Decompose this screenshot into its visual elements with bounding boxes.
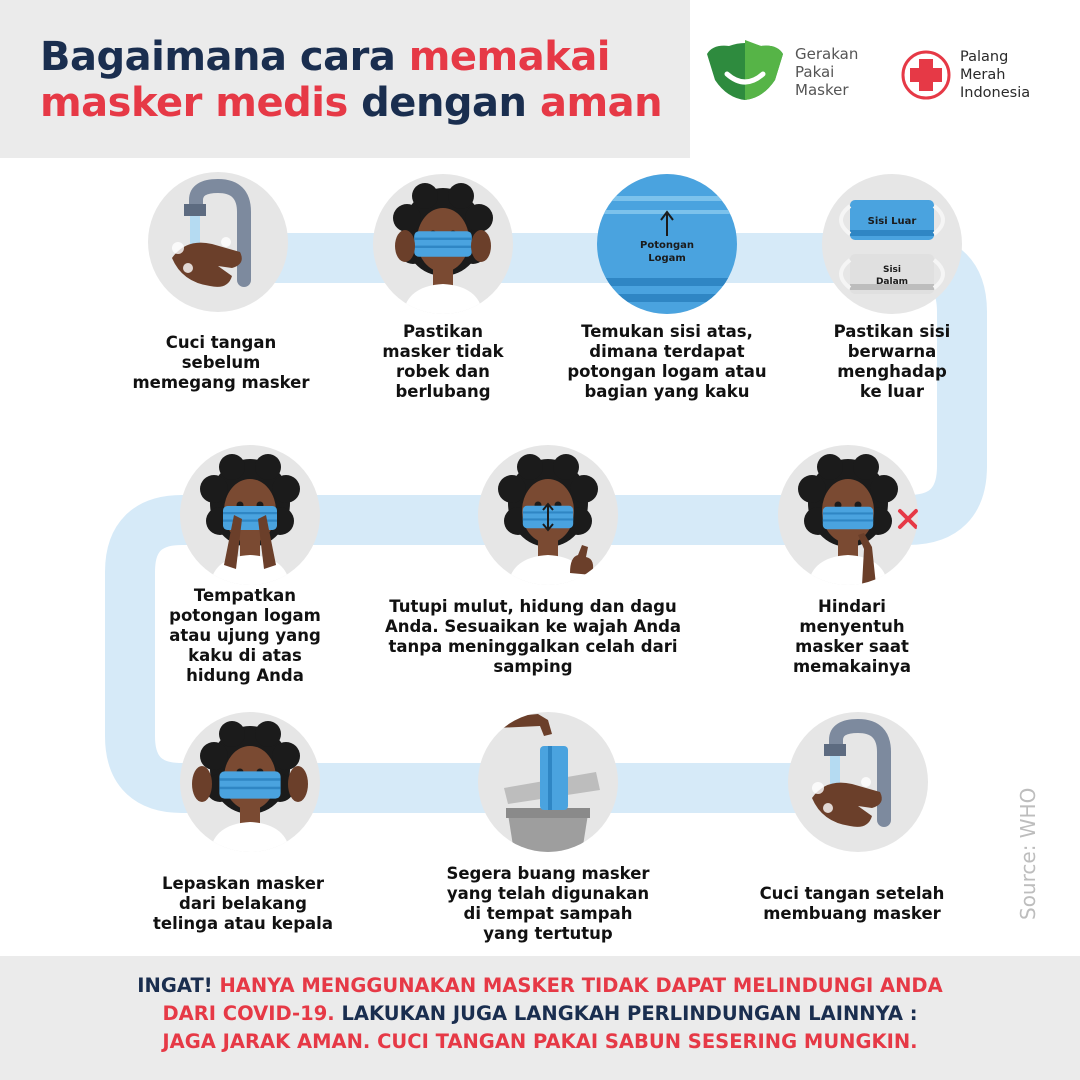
step-10-image bbox=[788, 712, 928, 852]
red-x-icon bbox=[900, 511, 916, 527]
step-2-caption: Pastikan masker tidak robek dan berlubang bbox=[382, 322, 504, 401]
mask-sides-icon bbox=[822, 174, 962, 314]
footer-bar bbox=[0, 956, 1080, 1080]
inner-side-label-2: Dalam bbox=[875, 277, 909, 287]
step-1-caption: Cuci tangan sebelum memegang masker bbox=[132, 333, 310, 392]
logo-text-line: Merah bbox=[960, 67, 1006, 83]
step-4-image bbox=[822, 174, 962, 314]
step-4-caption: Pastikan sisi berwarna menghadap ke luar bbox=[833, 322, 951, 401]
step-8-image bbox=[180, 712, 320, 852]
footer-text-highlight: JAGA JARAK AMAN. CUCI TANGAN PAKAI SABUN SESERING MUNGKIN. bbox=[162, 1030, 918, 1053]
step-7-image bbox=[778, 445, 918, 585]
title-part: dengan bbox=[347, 80, 540, 126]
step-7-caption: Hindari menyentuh masker saat memakainya bbox=[792, 597, 912, 676]
logo-text-line: Gerakan bbox=[795, 45, 859, 63]
logo-text-line: Masker bbox=[795, 81, 849, 99]
step-6-caption: Tutupi mulut, hidung dan dagu Anda. Sesuaikan ke wajah Anda tanpa meninggalkan celah dari samping bbox=[384, 597, 682, 676]
footer-text-part: LAKUKAN JUGA LANGKAH PERLINDUNGAN LAINNYA : bbox=[341, 1002, 918, 1025]
footer-message bbox=[30, 972, 1050, 1056]
pinch-nose-icon bbox=[180, 445, 320, 585]
inner-side-label-1: Sisi bbox=[882, 265, 902, 275]
title-part: Bagaimana cara bbox=[40, 34, 409, 80]
inspect-mask-icon bbox=[373, 174, 513, 314]
logo-text-line: Pakai bbox=[795, 63, 835, 81]
metal-strip-icon bbox=[597, 174, 737, 314]
step-2-image bbox=[373, 174, 513, 314]
title-part-highlight: memakai bbox=[408, 34, 611, 80]
step-6-image bbox=[478, 445, 618, 585]
step-5-image bbox=[180, 445, 320, 585]
source-label: Source: WHO bbox=[1016, 787, 1040, 920]
cover-face-icon bbox=[478, 445, 618, 585]
logo-text-line: Palang bbox=[960, 49, 1009, 65]
metal-strip-label-2: Logam bbox=[648, 253, 686, 264]
step-5-caption: Tempatkan potongan logam atau ujung yang kaku di atas hidung Anda bbox=[169, 586, 321, 685]
trash-bin-icon bbox=[478, 712, 618, 852]
hand-washing-icon bbox=[788, 712, 928, 852]
title-part-highlight: masker medis bbox=[40, 80, 348, 126]
no-touch-icon bbox=[778, 445, 918, 585]
title-part-highlight: aman bbox=[539, 80, 663, 126]
step-9-caption: Segera buang masker yang telah digunakan di tempat sampah yang tertutup bbox=[446, 864, 650, 943]
footer-text-highlight: HANYA MENGGUNAKAN MASKER TIDAK DAPAT MELINDUNGI ANDA bbox=[219, 974, 943, 997]
step-10-caption: Cuci tangan setelah membuang masker bbox=[759, 884, 945, 923]
step-3-caption: Temukan sisi atas, dimana terdapat potongan logam atau bagian yang kaku bbox=[567, 322, 767, 401]
step-9-image bbox=[478, 712, 618, 852]
metal-strip-label-1: Potongan bbox=[640, 240, 694, 251]
footer-text-part: INGAT! bbox=[137, 974, 220, 997]
step-1-image bbox=[148, 172, 288, 312]
footer-text-highlight: DARI COVID-19. bbox=[162, 1002, 342, 1025]
step-8-caption: Lepaskan masker dari belakang telinga atau kepala bbox=[153, 874, 333, 933]
outer-side-label: Sisi Luar bbox=[867, 216, 917, 227]
logo-text-line: Indonesia bbox=[960, 85, 1031, 101]
hand-washing-icon bbox=[148, 172, 288, 312]
step-3-image bbox=[597, 174, 737, 314]
remove-mask-icon bbox=[180, 712, 320, 852]
